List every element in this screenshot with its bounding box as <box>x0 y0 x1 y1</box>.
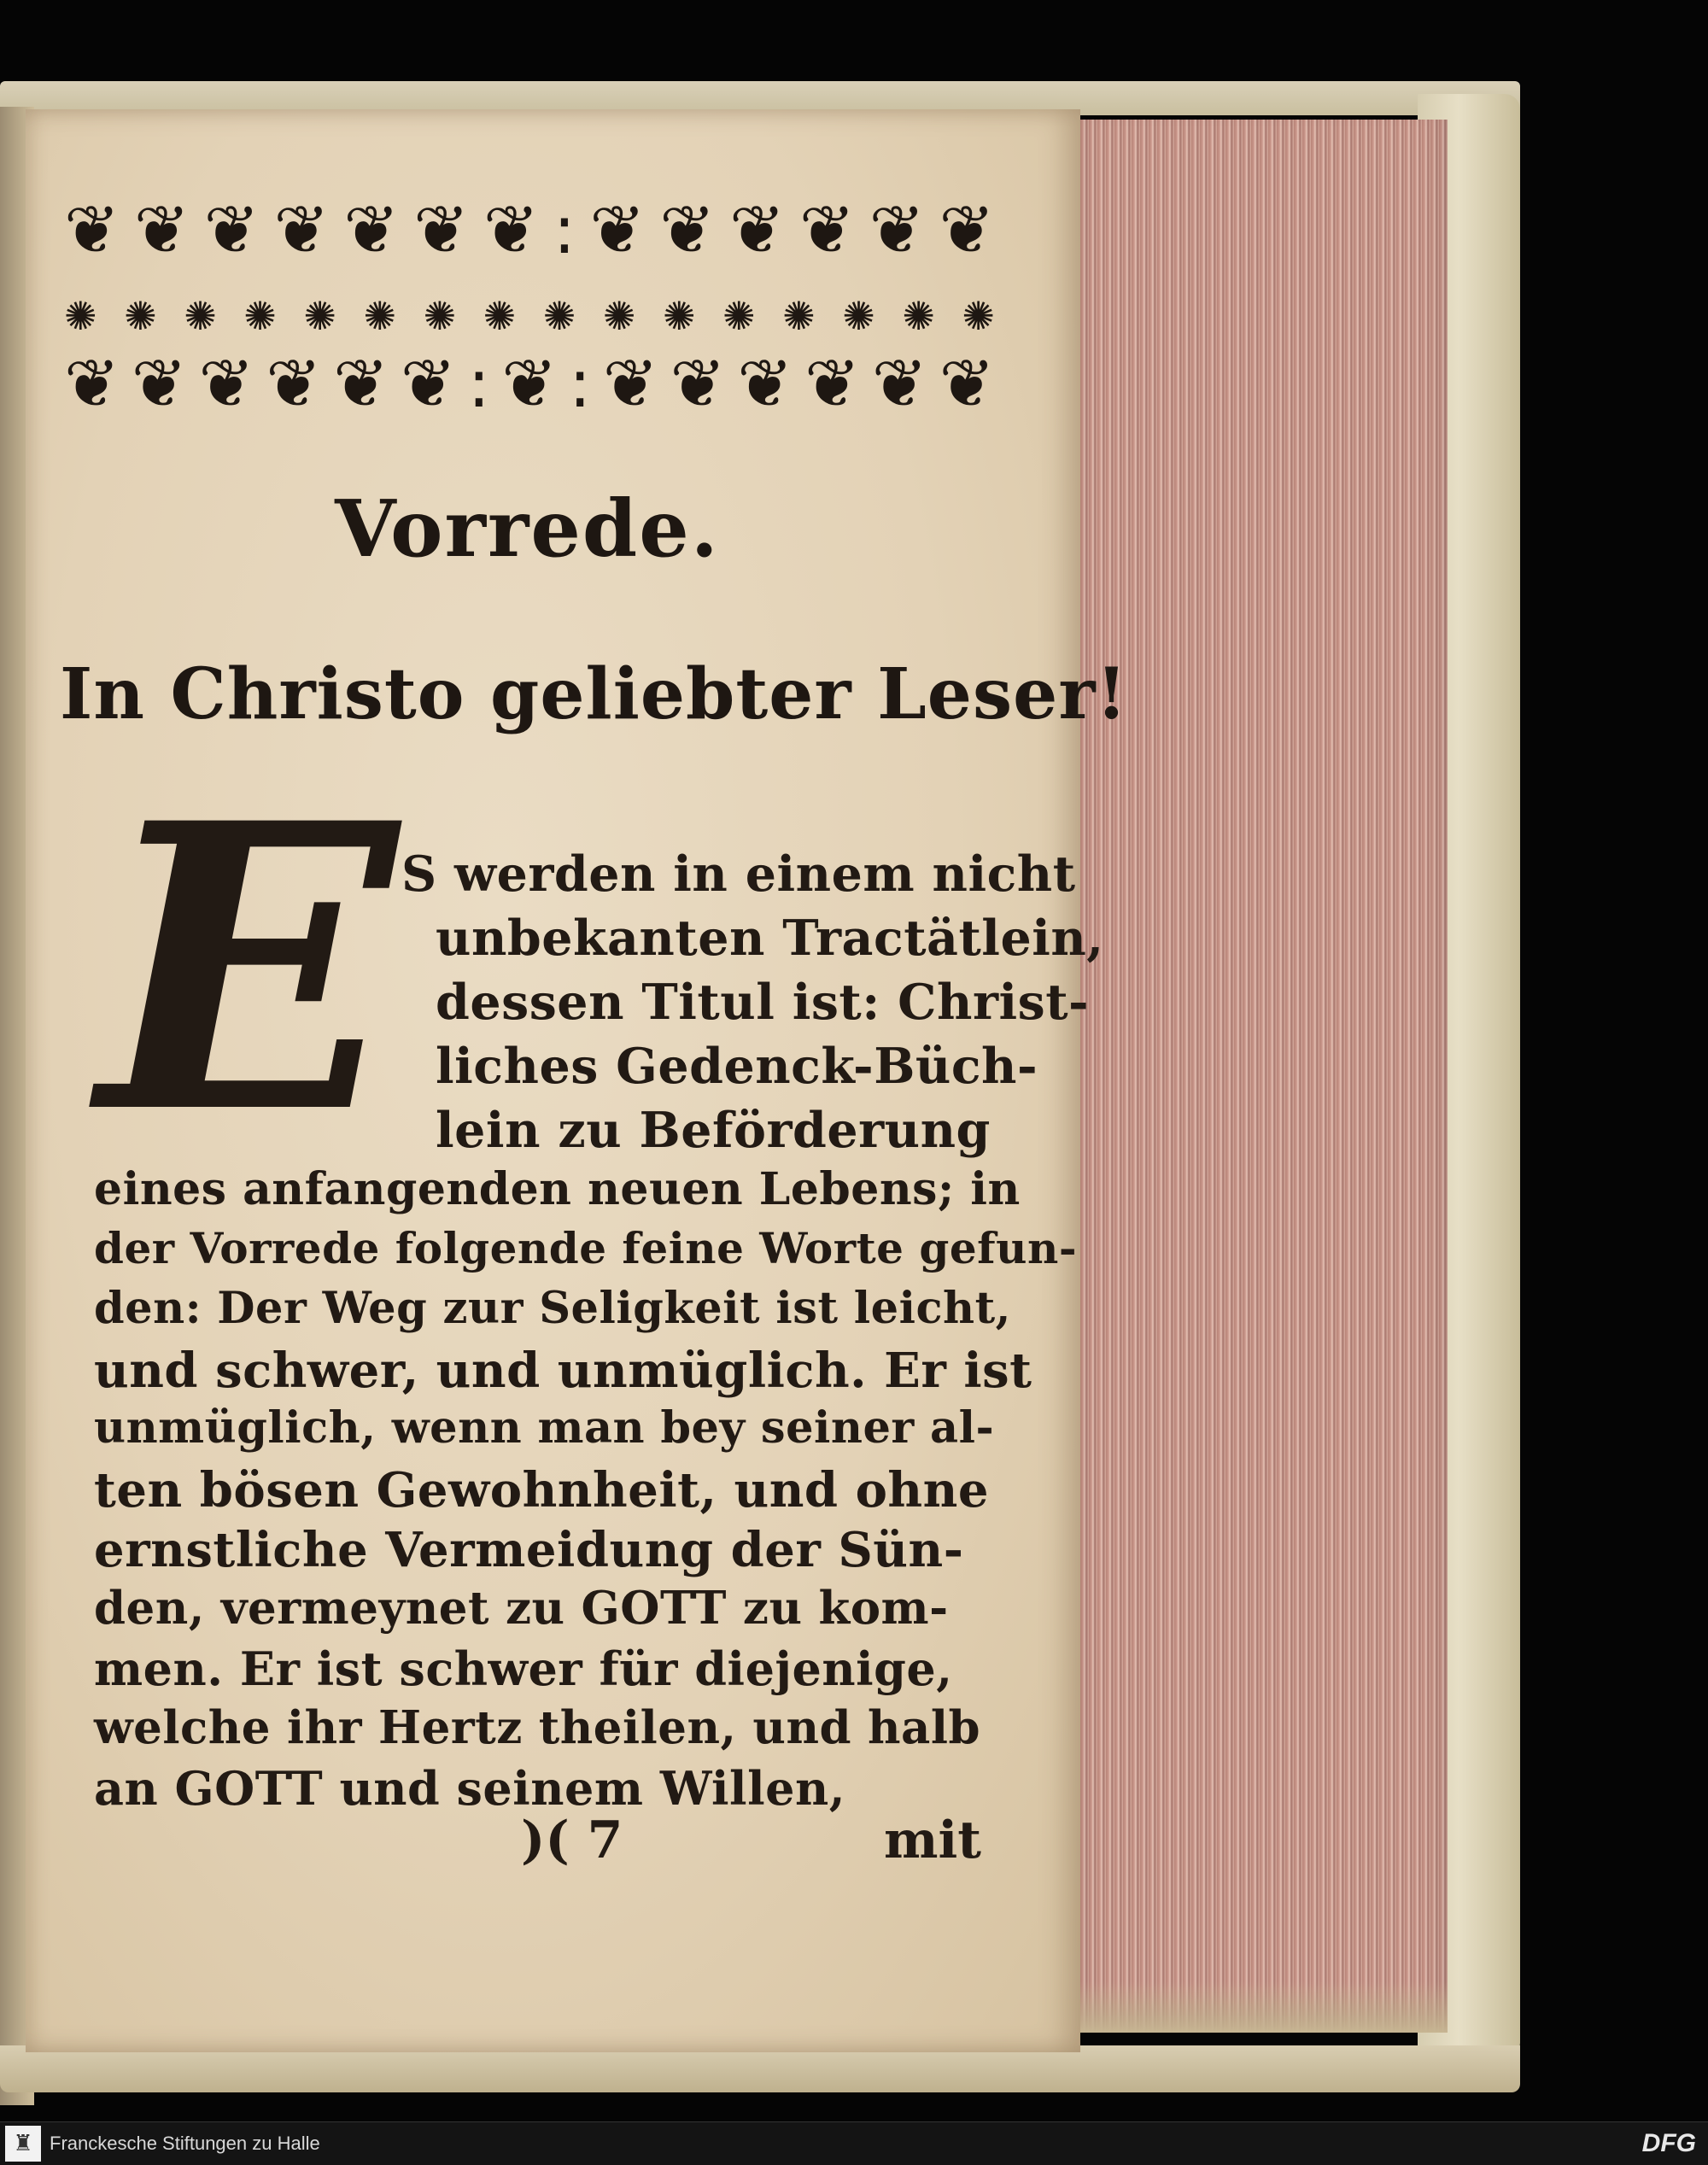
fleuron-ornament: ✺ <box>782 293 816 339</box>
text-line: den, vermeynet zu GOTT zu kom- <box>94 1582 949 1635</box>
fleuron-ornament: ✺ <box>184 293 217 339</box>
fleuron-ornament: ✺ <box>962 293 995 339</box>
fleuron-ornament: ❦ <box>602 346 659 423</box>
text-line: lein zu Beförderung <box>436 1102 991 1159</box>
catchword: mit <box>884 1811 981 1870</box>
fleuron-ornament: ❦ <box>501 346 558 423</box>
fleuron-ornament: ❦ <box>203 192 260 269</box>
fleuron-ornament: ❦ <box>871 346 928 423</box>
text-line: S werden in einem nicht <box>401 846 1076 903</box>
text-line: ernstliche Vermeidung der Sün- <box>94 1522 964 1578</box>
text-line: und schwer, und unmüglich. Er ist <box>94 1343 1032 1399</box>
fleuron-ornament: ❦ <box>64 192 120 269</box>
text-line: ten bösen Gewohnheit, und ohne <box>94 1462 989 1518</box>
page-edges <box>1072 120 1448 2033</box>
fleuron-ornament: ❦ <box>413 192 470 269</box>
fleuron-ornament: ❦ <box>343 192 400 269</box>
viewer-footer <box>0 2121 1708 2165</box>
fleuron-ornament: : <box>467 346 490 423</box>
ornament-row-bottom <box>64 337 995 431</box>
fleuron-ornament: ❦ <box>483 192 540 269</box>
fleuron-ornament: ❦ <box>273 192 330 269</box>
fleuron-ornament: ✺ <box>363 293 397 339</box>
fleuron-ornament: ❦ <box>737 346 793 423</box>
fleuron-ornament: ✺ <box>602 293 636 339</box>
fleuron-ornament: ❦ <box>670 346 726 423</box>
text-line: unbekanten Tractätlein, <box>436 910 1104 967</box>
fleuron-ornament: : <box>553 192 576 269</box>
dfg-logo: DFG <box>1641 2129 1696 2157</box>
fleuron-ornament: ✺ <box>842 293 875 339</box>
text-line: dessen Titul ist: Christ- <box>436 974 1090 1031</box>
fleuron-ornament: ✺ <box>722 293 756 339</box>
text-line: den: Der Weg zur Seligkeit ist leicht, <box>94 1283 1011 1334</box>
fleuron-ornament: : <box>569 346 592 423</box>
fleuron-ornament: ❦ <box>659 192 716 269</box>
drop-cap: E <box>98 739 398 1200</box>
ornament-row-top <box>64 184 995 278</box>
fleuron-ornament: ❦ <box>939 346 995 423</box>
text-line: welche ihr Hertz theilen, und halb <box>94 1701 981 1754</box>
fleuron-ornament: ❦ <box>729 192 786 269</box>
ornament-row-middle <box>64 290 995 342</box>
fleuron-ornament: ❦ <box>198 346 254 423</box>
fleuron-ornament: ✺ <box>662 293 696 339</box>
fleuron-ornament: ❦ <box>400 346 457 423</box>
fleuron-ornament: ❦ <box>589 192 646 269</box>
page-title: Vorrede. <box>335 483 720 575</box>
text-line: unmüglich, wenn man bey seiner al- <box>94 1402 995 1454</box>
fleuron-ornament: ✺ <box>483 293 517 339</box>
salutation: In Christo geliebter Leser! <box>60 653 1128 735</box>
fleuron-ornament: ❦ <box>869 192 926 269</box>
fleuron-ornament: ✺ <box>902 293 935 339</box>
fleuron-ornament: ❦ <box>64 346 120 423</box>
fleuron-ornament: ✺ <box>542 293 576 339</box>
fleuron-ornament: ❦ <box>798 192 856 269</box>
fleuron-ornament: ❦ <box>266 346 322 423</box>
fleuron-ornament: ✺ <box>64 293 97 339</box>
fleuron-ornament: ❦ <box>804 346 861 423</box>
fleuron-ornament: ❦ <box>131 346 188 423</box>
text-line: an GOTT und seinem Willen, <box>94 1761 846 1816</box>
book-cover-bottom <box>0 2045 1520 2092</box>
fleuron-ornament: ✺ <box>243 293 277 339</box>
fleuron-ornament: ✺ <box>124 293 157 339</box>
text-line: eines anfangenden neuen Lebens; in <box>94 1163 1021 1215</box>
fleuron-ornament: ✺ <box>303 293 336 339</box>
fleuron-ornament: ❦ <box>939 192 995 269</box>
text-line: men. Er ist schwer für diejenige, <box>94 1641 953 1696</box>
fleuron-ornament: ❦ <box>133 192 190 269</box>
fleuron-ornament: ❦ <box>333 346 389 423</box>
signature-mark: )( 7 <box>521 1811 623 1870</box>
fleuron-ornament: ✺ <box>423 293 457 339</box>
text-line: der Vorrede folgende feine Worte gefun- <box>94 1223 1078 1273</box>
foundation-logo-icon: ♜ <box>5 2126 41 2162</box>
institution-label: Franckesche Stiftungen zu Halle <box>50 2133 320 2154</box>
text-line: liches Gedenck-Büch- <box>436 1038 1038 1095</box>
